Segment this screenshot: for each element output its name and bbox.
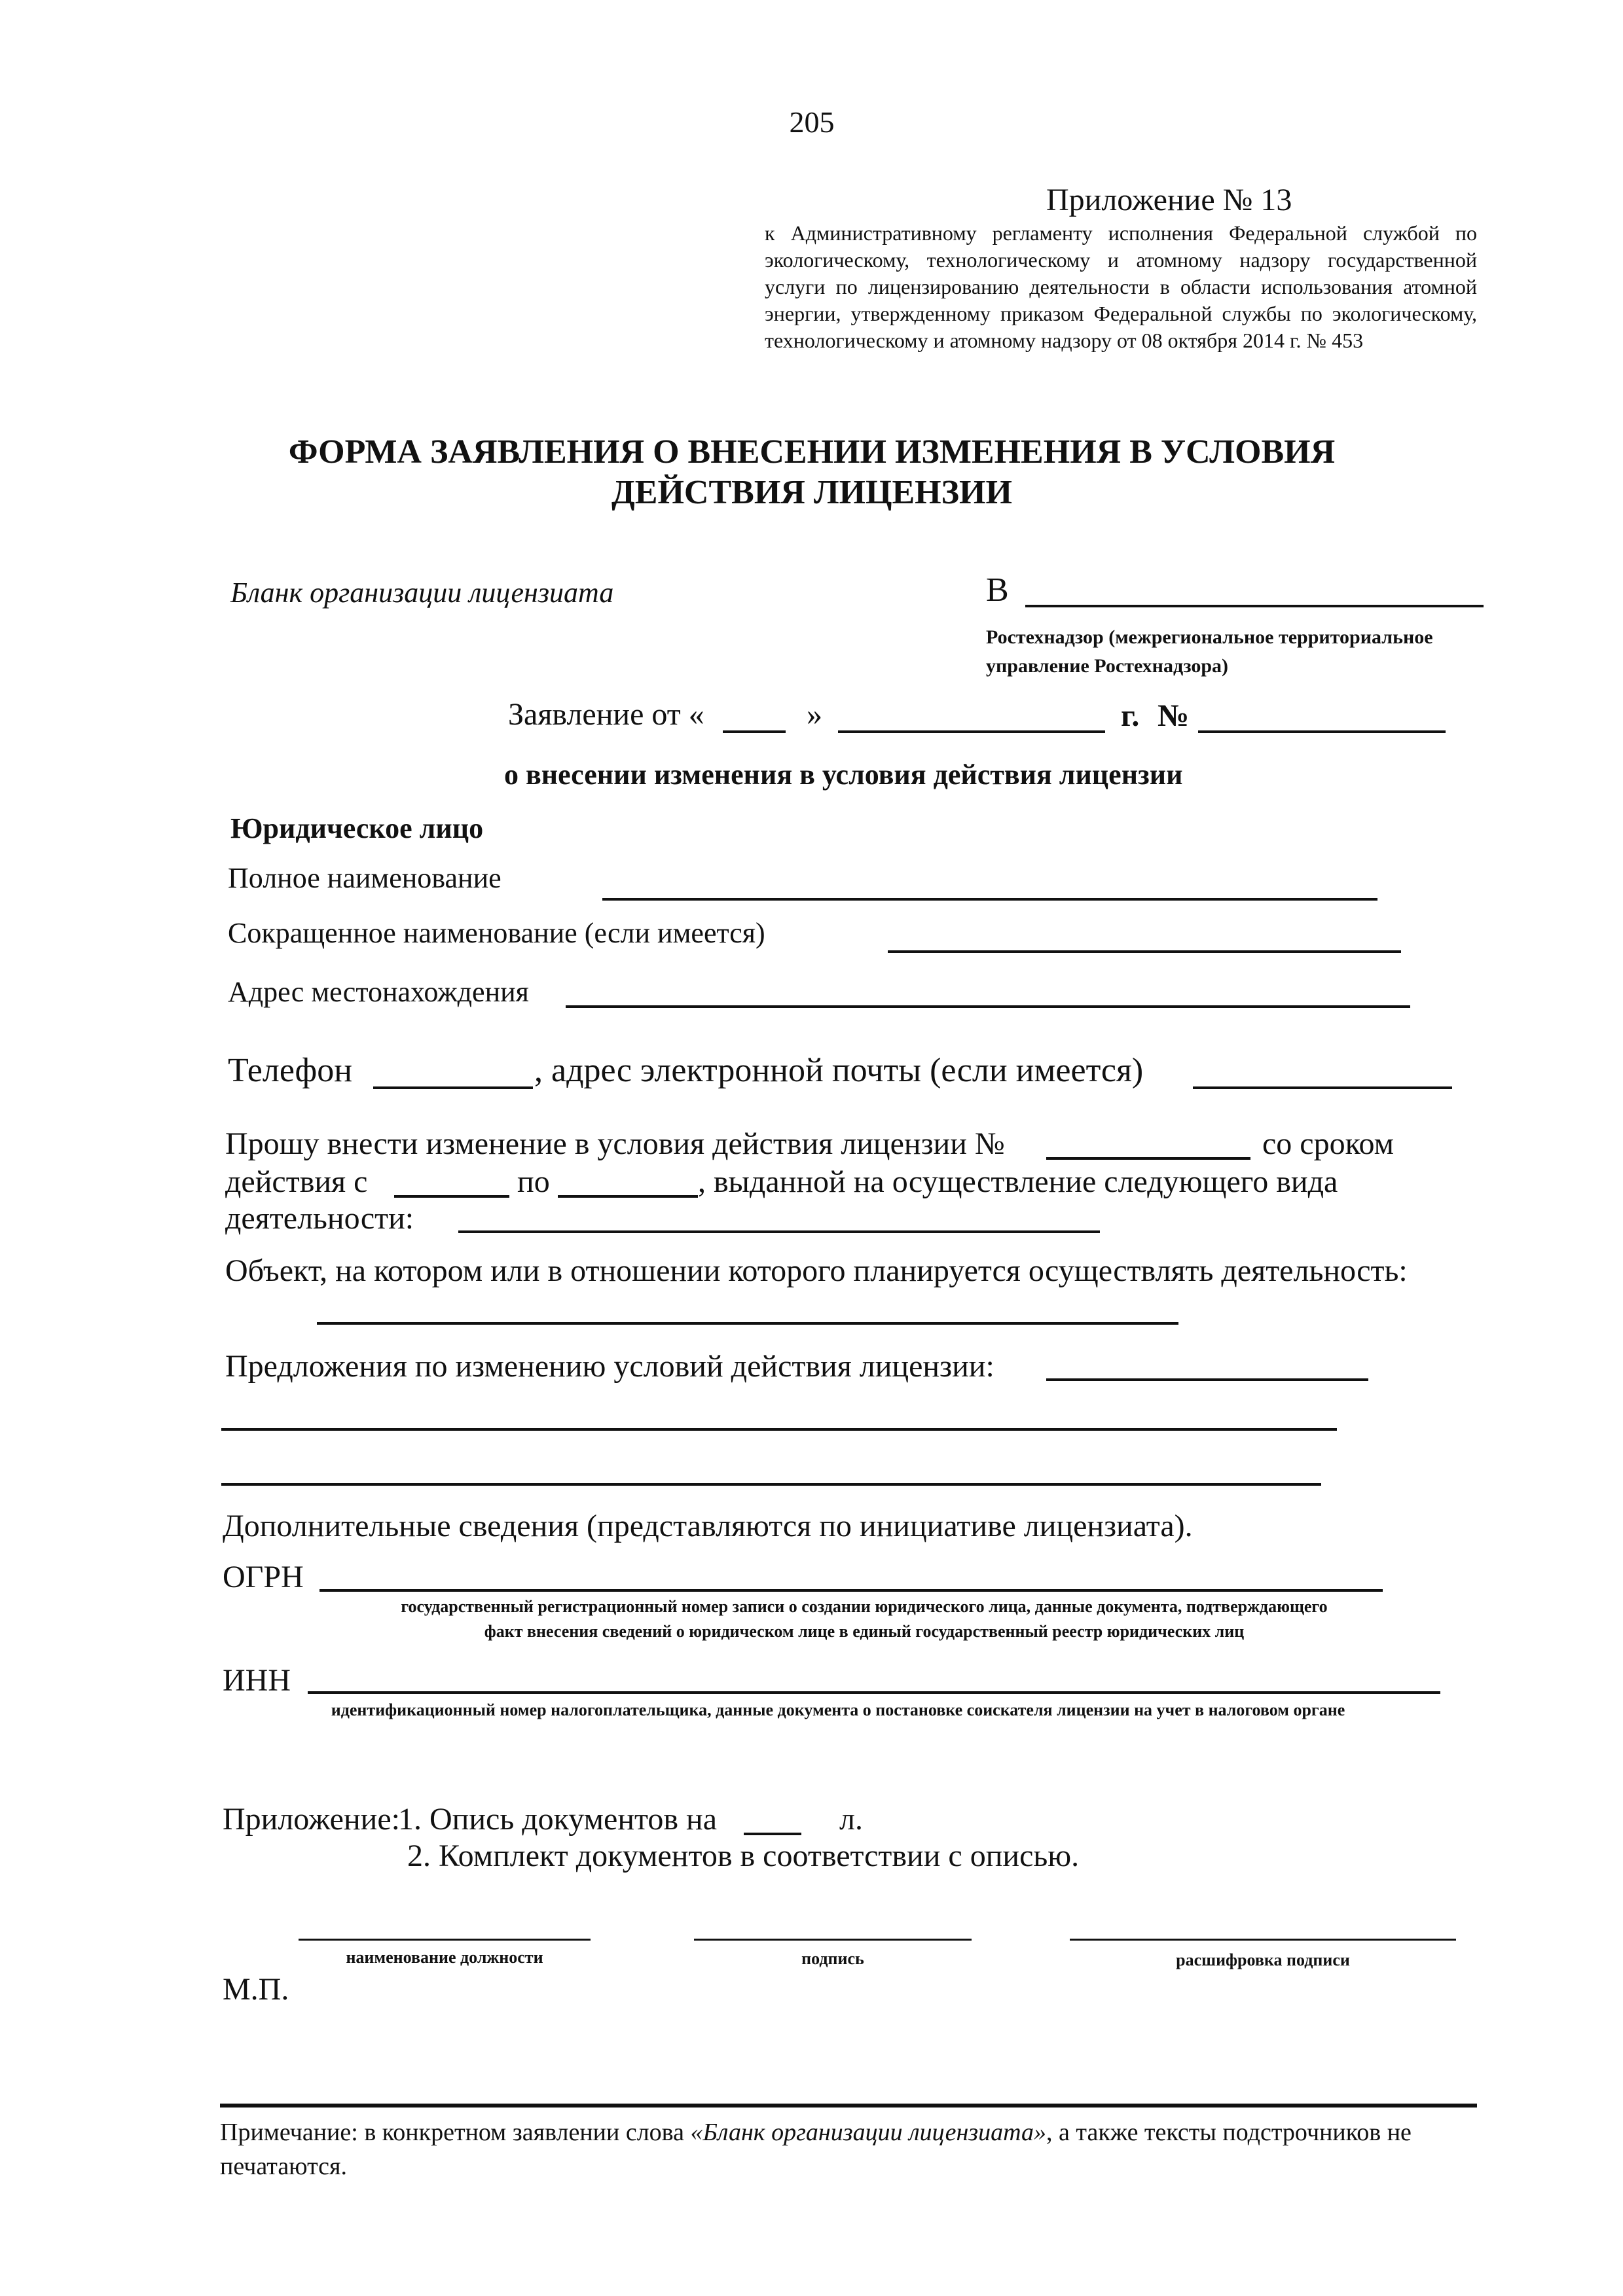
ogrn-caption-1: государственный регистрационный номер записи о создании юридического лица, данные документа, подтверждающего [401, 1597, 1328, 1616]
stamp-label: М.П. [223, 1972, 289, 2007]
recipient-caption: Ростехнадзор (межрегиональное территориальное управление Ростехнадзора) [986, 626, 1433, 677]
attachment-item-2: 2. Комплект документов в соответствии с описью. [407, 1839, 1080, 1873]
annex-title: Приложение № 13 [1046, 183, 1292, 217]
recipient-label: В [986, 571, 1009, 609]
position-signature-field[interactable] [299, 1939, 591, 1941]
statement-subtitle: о внесении изменения в условия действия лицензии [504, 759, 1183, 791]
proposals-field-2[interactable] [221, 1428, 1337, 1431]
email-label: , адрес электронной почты (если имеется) [534, 1052, 1144, 1089]
phone-label: Телефон [228, 1052, 353, 1089]
license-from-field[interactable] [394, 1195, 509, 1198]
attachment-item-1: 1. Опись документов на [398, 1802, 718, 1837]
phone-field[interactable] [373, 1086, 533, 1089]
legal-entity-heading: Юридическое лицо [230, 812, 484, 844]
note-quoted-text: «Бланк организации лицензиата» [690, 2119, 1047, 2146]
signature-caption: подпись [801, 1949, 864, 1968]
note-text-after: , а также тексты подстрочников не печатаются. [220, 2119, 1412, 2180]
email-field[interactable] [1193, 1086, 1452, 1089]
statement-number-sign: № [1158, 698, 1190, 733]
attachment-pages-field[interactable] [744, 1833, 801, 1835]
object-label: Объект, на котором или в отношении которого планируется осуществлять деятельность: [225, 1253, 1408, 1288]
blank-organization-label: Бланк организации лицензиата [230, 577, 614, 609]
proposals-field-3[interactable] [221, 1483, 1321, 1486]
additional-info-label: Дополнительные сведения (представляются по инициативе лицензиата). [223, 1509, 1193, 1543]
activity-field[interactable] [458, 1230, 1100, 1233]
short-name-field[interactable] [888, 950, 1401, 953]
signature-decoding-caption: расшифровка подписи [1176, 1950, 1350, 1969]
statement-day-field[interactable] [723, 730, 786, 733]
address-label: Адрес местонахождения [228, 976, 529, 1008]
annex-body: к Административному регламенту исполнения Федеральной службой по экологическому, технологическому и атомному надзору государственной услуги по лицензированию деятельности в области использования атомной энергии, утвержденному приказом Федеральной службы по экологическому, технологическому и атомному надзору от 08 октября 2014 г. № 453 [765, 221, 1477, 352]
inn-caption: идентификационный номер налогоплательщика, данные документа о постановке соискателя лицензии на учет в налоговом органе [331, 1700, 1345, 1719]
request-to-label: по [517, 1164, 550, 1199]
request-issued-label: , выданной на осуществление следующего вида [698, 1164, 1338, 1199]
request-activity-label: деятельности: [225, 1201, 414, 1236]
statement-close-quote: » [807, 697, 822, 732]
statement-number-field[interactable] [1198, 730, 1446, 733]
recipient-field[interactable] [1025, 605, 1484, 607]
signature-decoding-field[interactable] [1070, 1939, 1456, 1941]
ogrn-label: ОГРН [223, 1560, 304, 1594]
attachments-label: Приложение: [223, 1802, 400, 1837]
address-field[interactable] [566, 1005, 1410, 1008]
license-number-field[interactable] [1046, 1157, 1250, 1160]
attachment-pages-unit: л. [839, 1802, 863, 1837]
full-name-field[interactable] [602, 898, 1377, 901]
request-line-1: Прошу внести изменение в условия действия лицензии № [225, 1126, 1005, 1161]
statement-month-field[interactable] [838, 730, 1105, 733]
ogrn-caption-2: факт внесения сведений о юридическом лице в единый государственный реестр юридических лиц [484, 1622, 1245, 1641]
request-from-label: действия с [225, 1164, 368, 1199]
note [220, 2115, 1503, 2183]
statement-year-label: г. [1121, 698, 1140, 733]
signature-field[interactable] [694, 1939, 972, 1941]
full-name-label: Полное наименование [228, 862, 501, 894]
form-title: ФОРМА ЗАЯВЛЕНИЯ О ВНЕСЕНИИ ИЗМЕНЕНИЯ В УСЛОВИЯ ДЕЙСТВИЯ ЛИЦЕНЗИИ [288, 433, 1336, 511]
proposals-field-1[interactable] [1046, 1378, 1368, 1381]
position-caption: наименование должности [346, 1948, 543, 1967]
object-field[interactable] [317, 1322, 1178, 1325]
license-to-field[interactable] [558, 1195, 698, 1198]
inn-field[interactable] [308, 1691, 1440, 1694]
statement-date-label: Заявление от « [508, 697, 704, 732]
note-text-before: Примечание: в конкретном заявлении слова [220, 2119, 691, 2146]
short-name-label: Сокращенное наименование (если имеется) [228, 917, 765, 949]
note-divider [220, 2104, 1477, 2108]
proposals-label: Предложения по изменению условий действия лицензии: [225, 1349, 994, 1384]
inn-label: ИНН [223, 1663, 291, 1698]
ogrn-field[interactable] [319, 1589, 1383, 1592]
request-term-label: со сроком [1262, 1126, 1394, 1161]
page-number: 205 [789, 105, 835, 139]
